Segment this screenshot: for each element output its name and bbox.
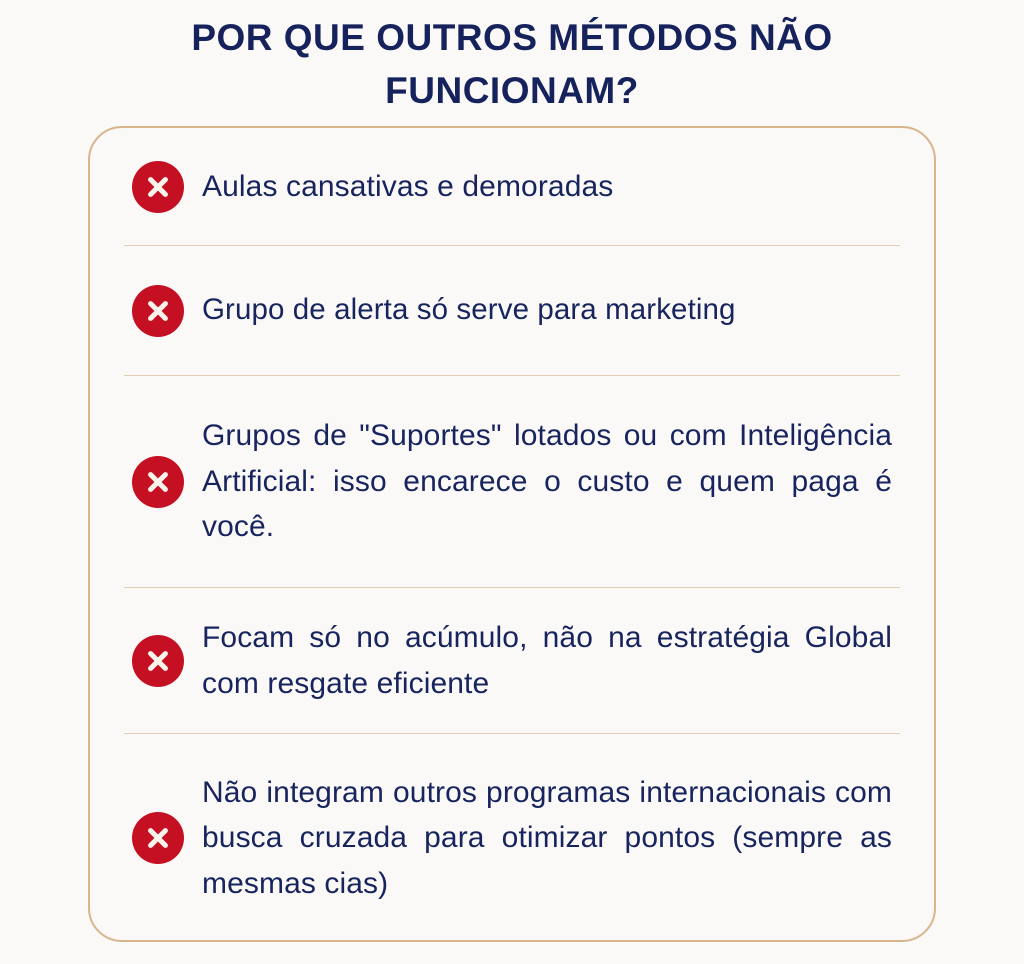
list-item-label: Não integram outros programas internacionais com busca cruzada para otimizar pontos (sempre as mesmas cias) bbox=[202, 775, 892, 900]
x-circle-icon bbox=[132, 285, 184, 337]
reasons-list bbox=[124, 128, 900, 940]
x-circle-icon bbox=[132, 635, 184, 687]
list-item-label: Focam só no acúmulo, não na estratégia Global com resgate eficiente bbox=[202, 620, 892, 700]
reasons-card bbox=[88, 126, 936, 942]
list-item bbox=[124, 588, 900, 734]
x-circle-icon bbox=[132, 812, 184, 864]
list-item bbox=[124, 376, 900, 588]
list-item-label: Grupos de "Suportes" lotados ou com Inteligência Artificial: isso encarece o custo e quem paga é você. bbox=[202, 419, 892, 544]
list-item-label: Grupo de alerta só serve para marketing bbox=[202, 293, 736, 327]
x-circle-icon bbox=[132, 161, 184, 213]
list-item bbox=[124, 246, 900, 376]
x-circle-icon bbox=[132, 456, 184, 508]
page-title: POR QUE OUTROS MÉTODOS NÃO FUNCIONAM? bbox=[191, 17, 833, 111]
list-item bbox=[124, 734, 900, 942]
list-item-label: Aulas cansativas e demoradas bbox=[202, 169, 614, 203]
list-item bbox=[124, 128, 900, 246]
